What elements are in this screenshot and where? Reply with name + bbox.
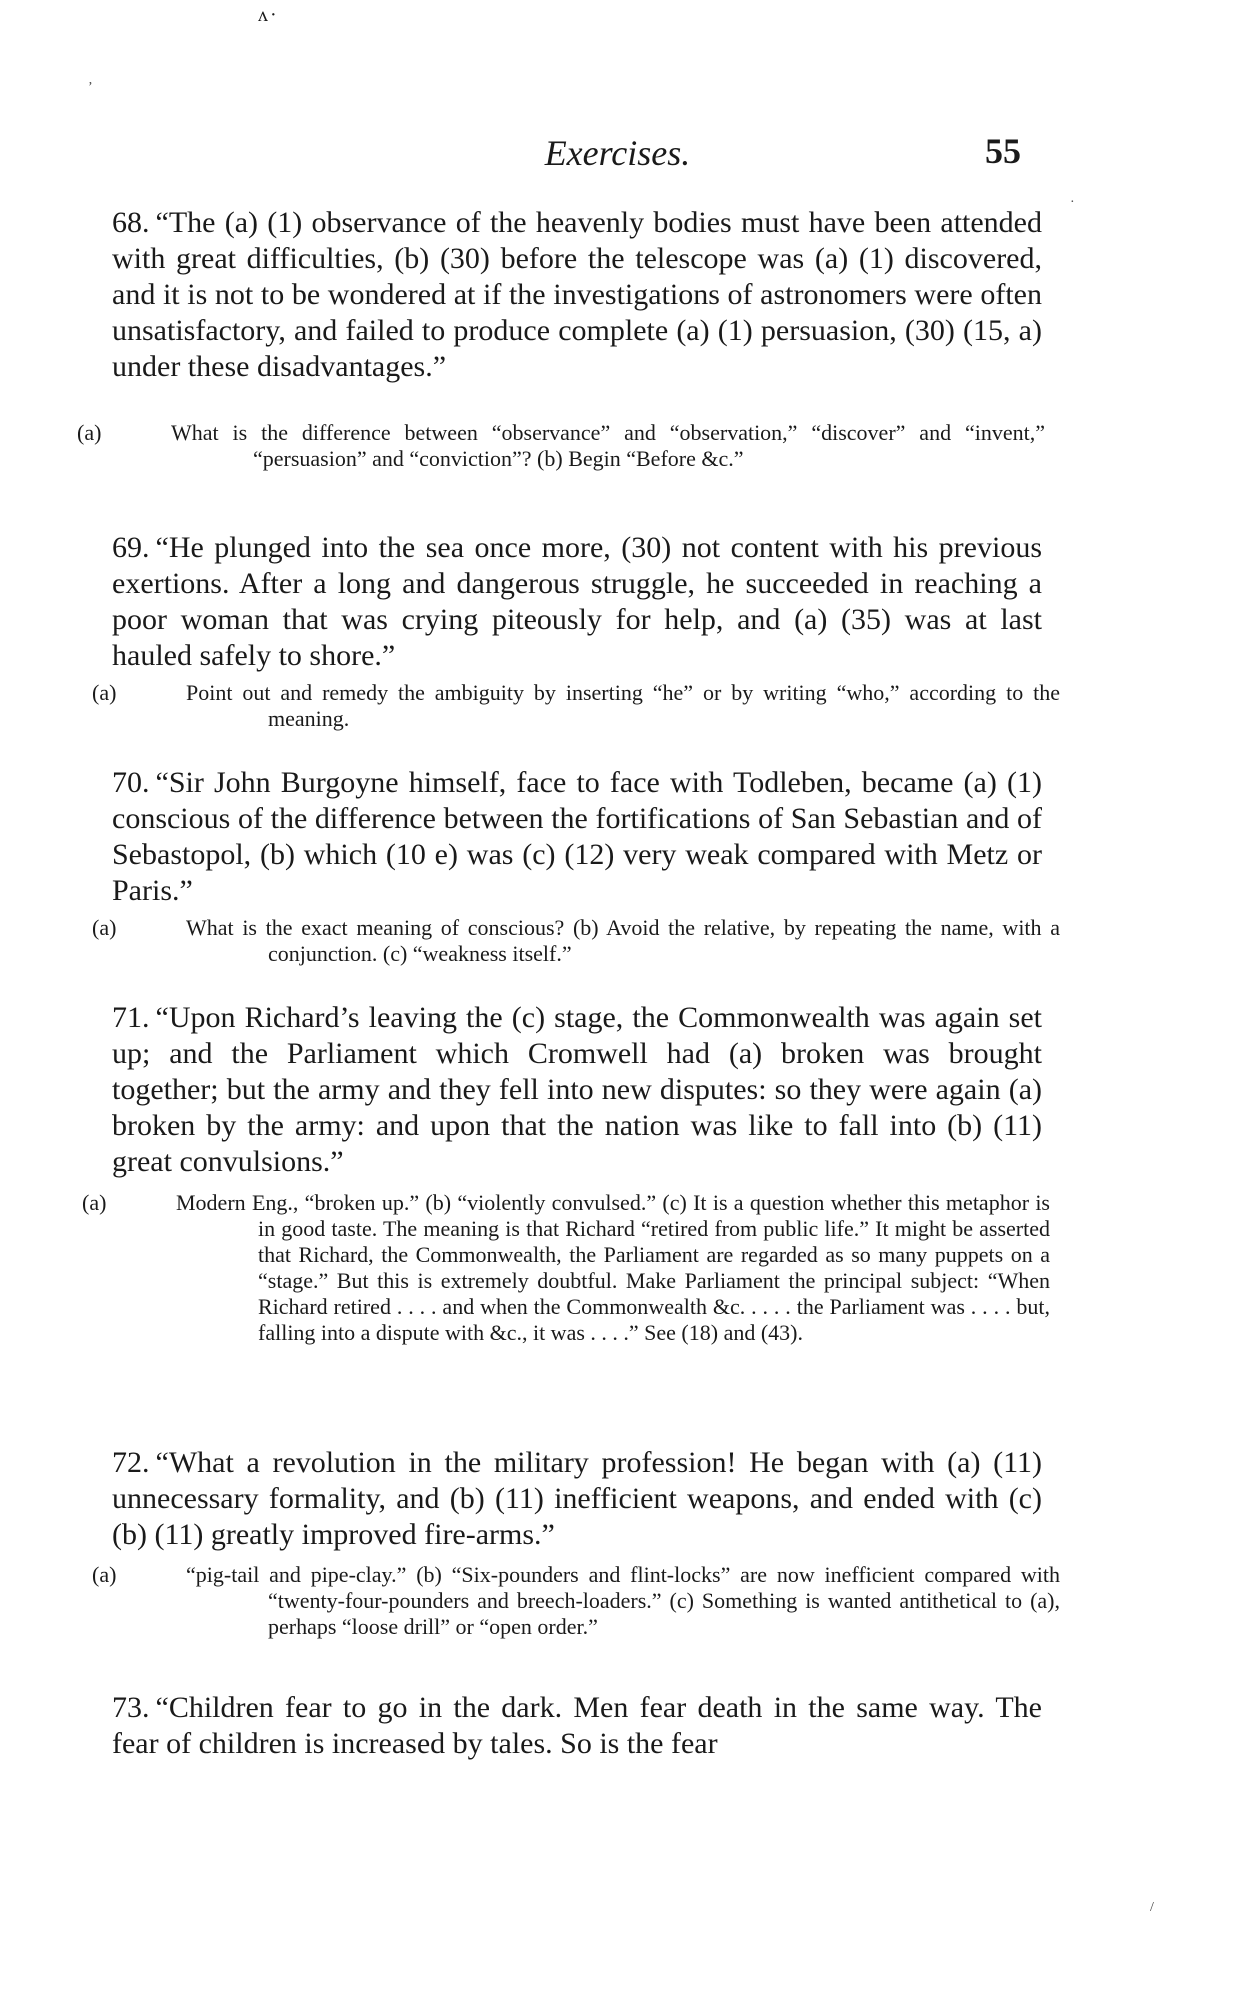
note-text: What is the difference between “observance” and “observation,” “discover” and “invent,” “persuasion” and “conviction”? (b) Begin “Before &c.”: [171, 420, 1045, 471]
exercise-number: 69.: [112, 531, 150, 564]
top-mark: ʌ·: [258, 4, 279, 26]
exercise-72-note: (a) “pig-tail and pipe-clay.” (b) “Six-pounders and flint-locks” are now inefficient compared with “twenty-four-pounders and breech-loaders.” (c) Something is wanted antithetical to (a), perhaps “loose drill” or “open order.”: [92, 1562, 1060, 1639]
exercise-72: [112, 1445, 1042, 1553]
exercise-text: “He plunged into the sea once more, (30) not content with his previous exertions. After a long and dangerous struggle, he succeeded in reaching a poor woman that was crying piteously for help, and (a) (35) was at last hauled safely to shore.”: [112, 531, 1042, 672]
exercise-70: [112, 765, 1042, 909]
stray-mark: ·: [1070, 195, 1075, 210]
stray-mark: ʼ: [88, 80, 93, 95]
exercise-71-note: (a) Modern Eng., “broken up.” (b) “violently convulsed.” (c) It is a question whether this metaphor is in good taste. The meaning is that Richard “retired from public life.” It might be asserted that Richard, the Commonwealth, the Parliament are regarded as so many puppets on a “stage.” But this is extremely doubtful. Make Parliament the principal subject: “When Richard retired . . . . and when the Commonwealth &c. . . . . the Parliament was . . . . but, falling into a dispute with &c., it was . . . .” See (18) and (43).: [82, 1190, 1050, 1345]
exercise-71: [112, 1000, 1042, 1180]
exercise-text: “Upon Richard’s leaving the (c) stage, the Commonwealth was again set up; and the Parliament which Cromwell had (a) broken was brought together; but the army and they fell into new disputes: so they were again (a) broken by the army: and upon that the nation was like to fall into (b) (11) great convulsions.”: [112, 1001, 1042, 1178]
page-number: 55: [985, 131, 1021, 171]
exercise-73: [112, 1690, 1042, 1762]
running-title: Exercises.: [544, 133, 691, 173]
exercise-number: 71.: [112, 1001, 150, 1034]
note-text: “pig-tail and pipe-clay.” (b) “Six-pounders and flint-locks” are now inefficient compared with “twenty-four-pounders and breech-loaders.” (c) Something is wanted antithetical to (a), perhaps “loose drill” or “open order.”: [186, 1562, 1060, 1639]
exercise-text: “Children fear to go in the dark. Men fear death in the same way. The fear of children is increased by tales. So is the fear: [112, 1691, 1042, 1760]
note-text: Point out and remedy the ambiguity by inserting “he” or by writing “who,” according to the meaning.: [186, 680, 1060, 731]
note-text: Modern Eng., “broken up.” (b) “violently convulsed.” (c) It is a question whether this metaphor is in good taste. The meaning is that Richard “retired from public life.” It might be asserted that Richard, the Commonwealth, the Parliament are regarded as so many puppets on a “stage.” But this is extremely doubtful. Make Parliament the principal subject: “When Richard retired . . . . and when the Commonwealth &c. . . . . the Parliament was . . . . but, falling into a dispute with &c., it was . . . .” See (18) and (43).: [176, 1190, 1050, 1345]
stray-mark: /: [1150, 1900, 1154, 1915]
exercise-69: [112, 530, 1042, 674]
exercise-text: “What a revolution in the military profession! He began with (a) (11) unnecessary formality, and (b) (11) inefficient weapons, and ended with (c) (b) (11) greatly improved fire-arms.”: [112, 1446, 1042, 1551]
exercise-70-note: (a) What is the exact meaning of conscious? (b) Avoid the relative, by repeating the name, with a conjunction. (c) “weakness itself.”: [92, 915, 1060, 966]
exercise-text: “The (a) (1) observance of the heavenly bodies must have been attended with great difficulties, (b) (30) before the telescope was (a) (1) discovered, and it is not to be wondered at if the investigations of astronomers were often unsatisfactory, and failed to produce complete (a) (1) persuasion, (30) (15, a) under these disadvantages.”: [112, 206, 1042, 383]
exercise-number: 73.: [112, 1691, 150, 1724]
exercise-68-note: (a) What is the difference between “observance” and “observation,” “discover” and “invent,” “persuasion” and “conviction”? (b) Begin “Before &c.”: [77, 420, 1045, 471]
exercise-68: [112, 205, 1042, 385]
exercise-text: “Sir John Burgoyne himself, face to face with Todleben, became (a) (1) conscious of the difference between the fortifications of San Sebastian and of Sebastopol, (b) which (10 e) was (c) (12) very weak compared with Metz or Paris.”: [112, 766, 1042, 907]
exercise-number: 68.: [112, 206, 150, 239]
note-text: What is the exact meaning of conscious? (b) Avoid the relative, by repeating the name, with a conjunction. (c) “weakness itself.”: [186, 915, 1060, 966]
exercise-69-note: (a) Point out and remedy the ambiguity by inserting “he” or by writing “who,” according to the meaning.: [92, 680, 1060, 731]
exercise-number: 72.: [112, 1446, 150, 1479]
exercise-number: 70.: [112, 766, 150, 799]
